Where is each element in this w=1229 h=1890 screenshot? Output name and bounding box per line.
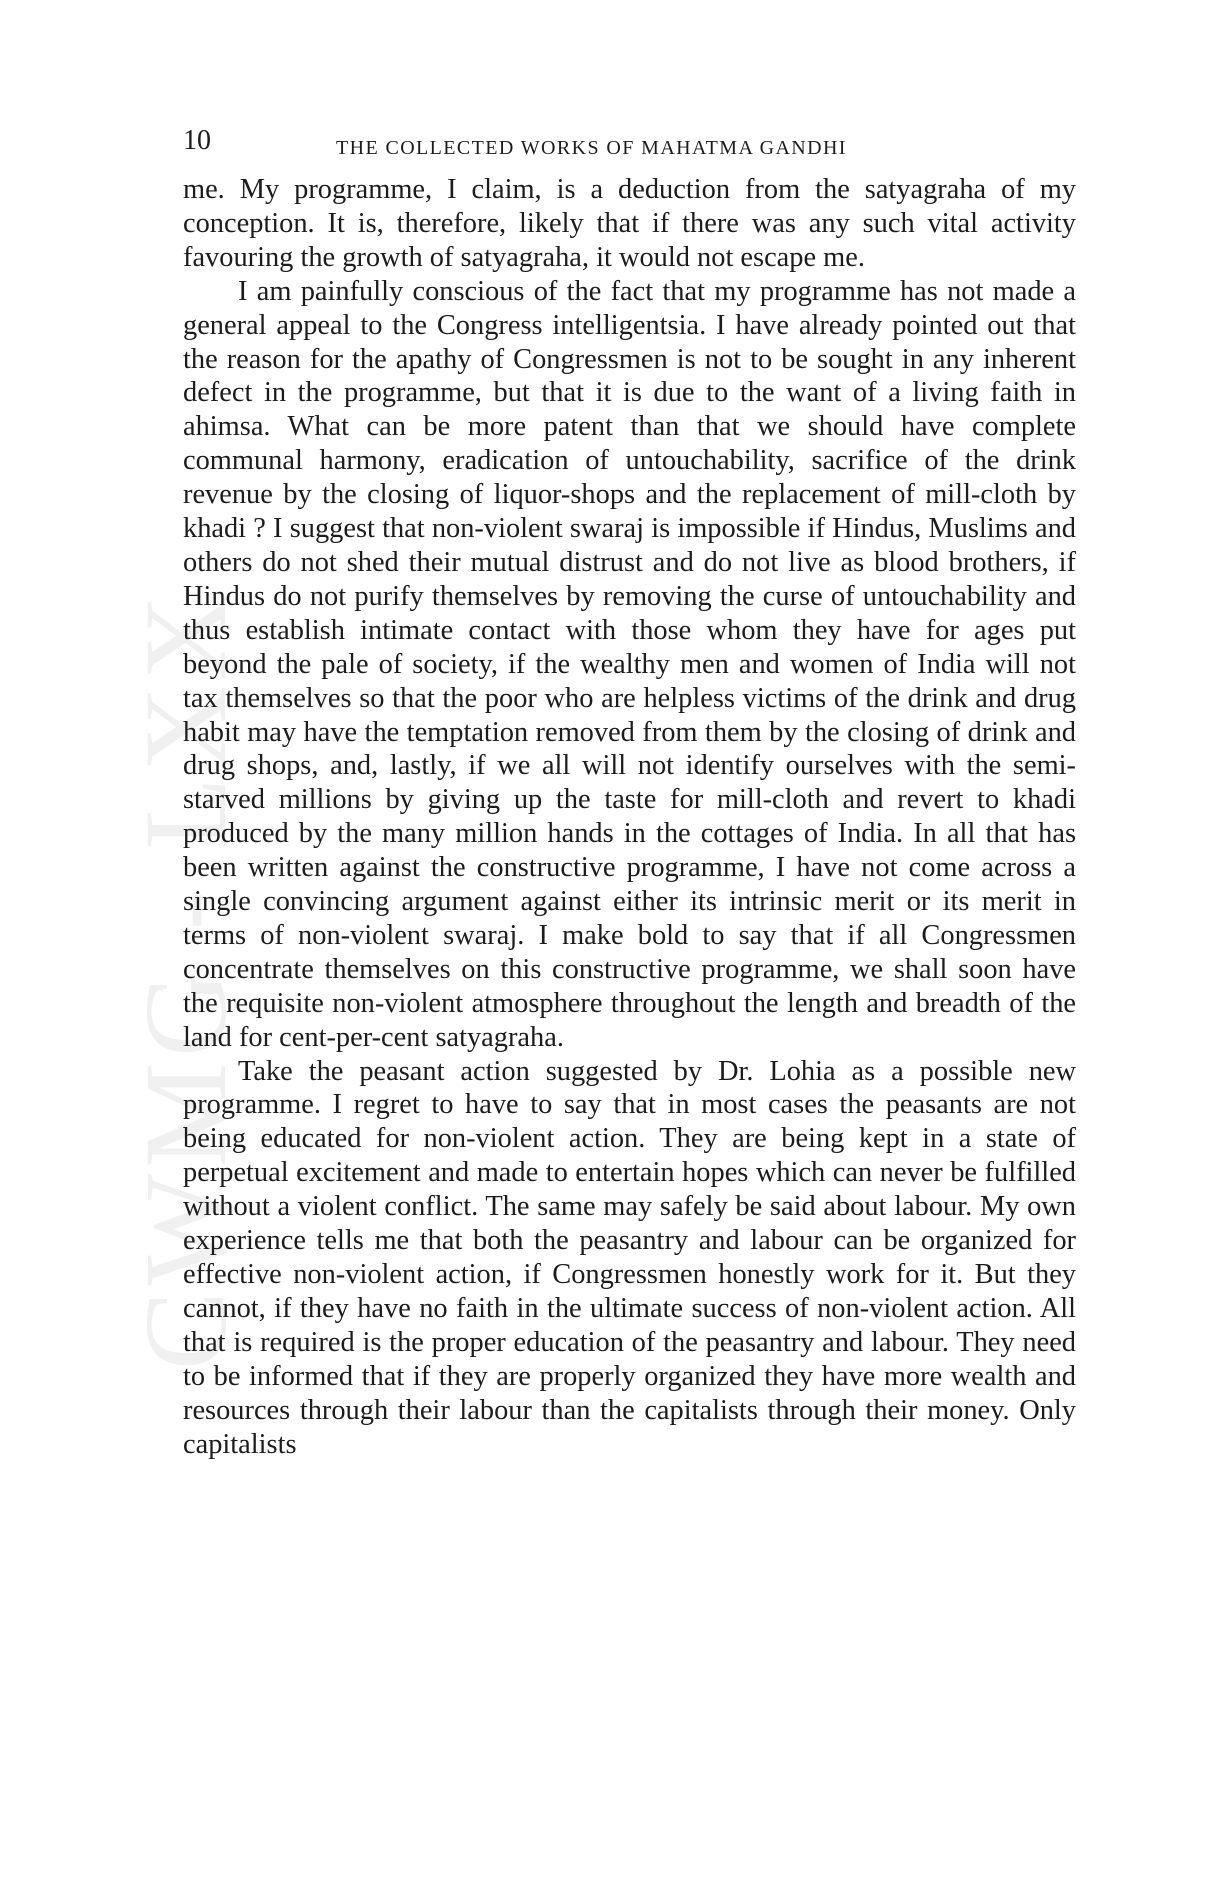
paragraph-2: I am painfully conscious of the fact that my programme has not made a general appeal to the Congress intelligentsia. I have already pointed out that the reason for the apathy of Congressmen is not to be sought in any inherent defect in the programme, but that it is due to the want of a living faith in ahimsa. What can be more patent than that we should have complete communal harmony, eradication of untouchability, sacrifice of the drink revenue by the closing of liquor-shops and the replacement of mill-cloth by khadi ? I suggest that non-violent swaraj is impossible if Hindus, Muslims and others do not shed their mutual distrust and do not live as blood brothers, if Hindus do not purify themselves by removing the curse of untouchability and thus establish intimate contact with those whom they have for ages put beyond the pale of society, if the wealthy men and women of India will not tax themselves so that the poor who are helpless victims of the drink and drug habit may have the temptation removed from them by the closing of drink and drug shops, and, lastly, if we all will not identify ourselves with the semi-starved millions by giving up the taste for mill-cloth and revert to khadi produced by the many million hands in the cottages of India. In all that has been written against the constructive programme, I have not come across a single convincing argument against either its intrinsic merit or its merit in terms of non-violent swaraj. I make bold to say that if all Congressmen concentrate themselves on this constructive programme, we shall soon have the requisite non-violent atmosphere throughout the length and breadth of the land for cent-per-cent satyagraha. [183, 275, 1076, 1053]
body-text [183, 173, 1076, 1461]
watermark: CWMG - LXX [120, 588, 251, 1370]
book-page [183, 125, 1076, 1461]
running-head [183, 125, 1076, 173]
paragraph-3: Take the peasant action suggested by Dr. Lohia as a possible new programme. I regret to have to say that in most cases the peasants are not being educated for non-violent action. They are being kept in a state of perpetual excitement and made to entertain hopes which can never be fulfilled without a violent conflict. The same may safely be said about labour. My own experience tells me that both the peasantry and labour can be organized for effective non-violent action, if Congressmen honestly work for it. But they cannot, if they have no faith in the ultimate success of non-violent action. All that is required is the proper education of the peasantry and labour. They need to be informed that if they are properly organized they have more wealth and resources through their labour than the capitalists through their money. Only capitalists [183, 1055, 1076, 1460]
paragraph-1: me. My programme, I claim, is a deduction from the satyagraha of my conception. It is, therefore, likely that if there was any such vital activity favouring the growth of satyagraha, it would not escape me. [183, 174, 1076, 273]
book-title: THE COLLECTED WORKS OF MAHATMA GANDHI [336, 137, 847, 159]
page-number: 10 [183, 125, 211, 156]
